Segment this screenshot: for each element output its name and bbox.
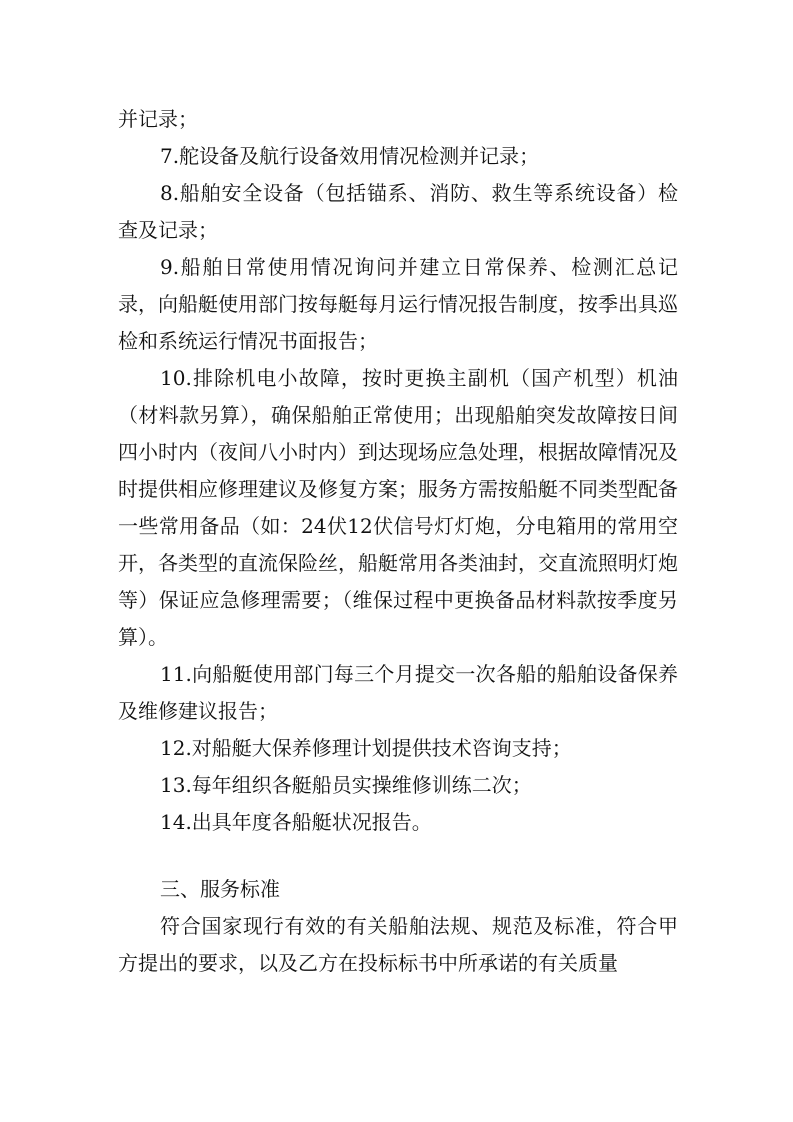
- paragraph-item-11: 11.向船艇使用部门每三个月提交一次各船的船舶设备保养及维修建议报告；: [118, 662, 678, 723]
- paragraph-item-10: 10.排除机电小故障，按时更换主副机（国产机型）机油（材料款另算），确保船舶正常使用；出现船舶突发故障按日间四小时内（夜间八小时内）到达现场应急处理，根据故障情况及时提供相应修理建议及修复方案；服务方需按船艇不同类型配备一些常用备品（如：24伏12伏信号灯灯炮，分电箱用的常用空开，各类型的直流保险丝，船艇常用各类油封，交直流照明灯炮等）保证应急修理需要；（维保过程中更换备品材料款按季度另算）。: [118, 366, 678, 649]
- paragraph-item-13: 13.每年组织各艇船员实操维修训练二次；: [160, 773, 532, 797]
- paragraph-item-12: 12.对船艇大保养修理计划提供技术咨询支持；: [160, 736, 572, 760]
- section-body-paragraph: 符合国家现行有效的有关船舶法规、规范及标准，符合甲方提出的要求，以及乙方在投标标书中所承诺的有关质量: [118, 914, 678, 975]
- section-heading: 三、服务标准: [160, 877, 280, 901]
- paragraph-continuation: 并记录；: [118, 107, 198, 131]
- section-spacer: [118, 841, 678, 871]
- paragraph-item-8: 8.船舶安全设备（包括锚系、消防、救生等系统设备）检查及记录；: [118, 181, 678, 242]
- paragraph-item-9: 9.船舶日常使用情况询问并建立日常保养、检测汇总记录，向船艇使用部门按每艇每月运行情况报告制度，按季出具巡检和系统运行情况书面报告；: [118, 255, 678, 353]
- paragraph-item-7: 7.舵设备及航行设备效用情况检测并记录；: [160, 144, 540, 168]
- document-body: [118, 101, 678, 982]
- paragraph-item-14: 14.出具年度各船艇状况报告。: [160, 810, 432, 834]
